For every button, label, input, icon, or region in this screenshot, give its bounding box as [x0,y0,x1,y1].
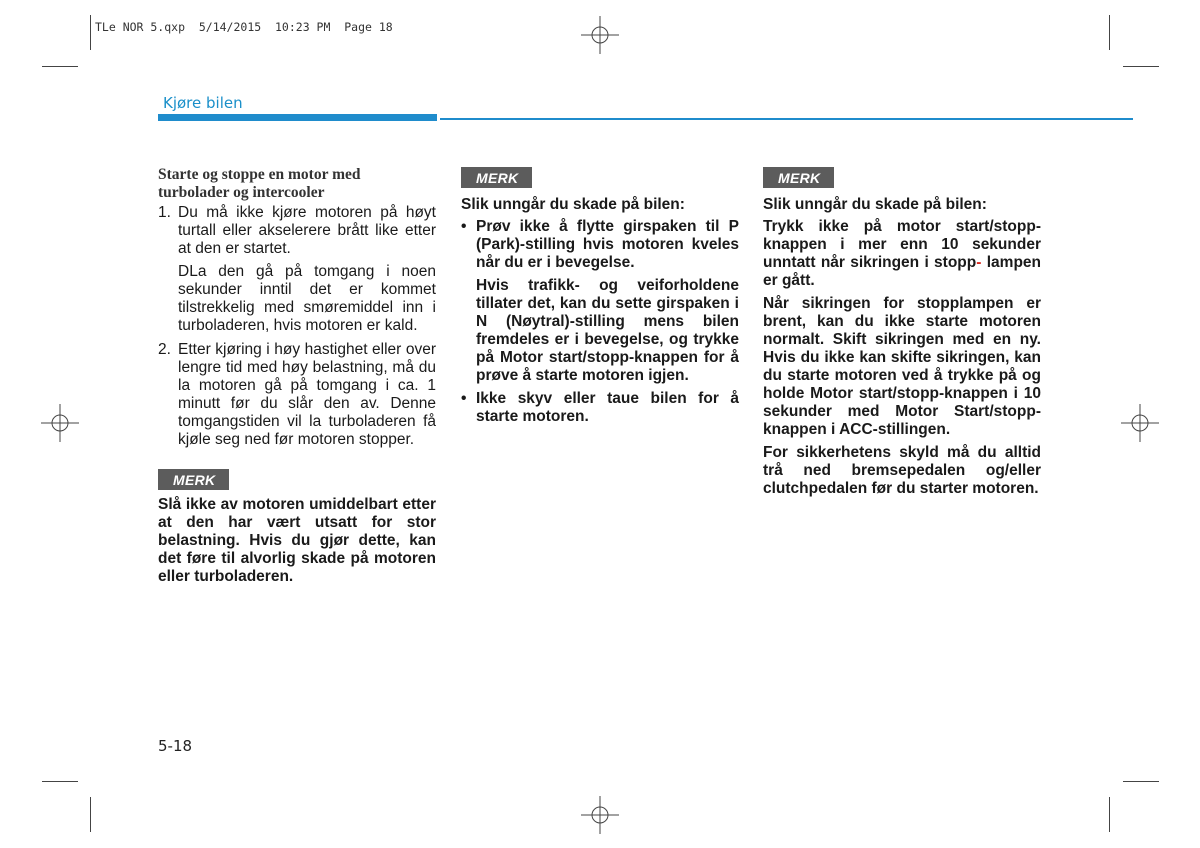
section-title: Kjøre bilen [163,94,243,112]
merk-label: MERK [158,469,229,490]
column-3 [763,167,1041,498]
merk-box [763,167,1041,188]
subsection-heading [158,166,436,202]
bullet-text: Ikke skyv eller taue bilen for å starte motoren. [476,390,739,425]
bullet-item [461,390,739,426]
crop-mark [1109,797,1110,832]
crop-mark [1123,66,1159,67]
list-subtext: DLa den gå på tomgang i noen sekunder inntil det er kommet tilstrekkelig med smøremiddel inn i turboladeren, hvis motoren er kald. [178,263,436,334]
bullet-subtext: Hvis trafikk- og veiforholdene tillater det, kan du sette girspaken i N (Nøytral)-stilling mens bilen fremdeles er i bevegelse, og trykke på Motor start/stopp-knappen for å prøve å starte motoren igjen. [476,277,739,384]
merk-label: MERK [461,167,532,188]
crop-mark [90,797,91,832]
subsection-heading-line2: turbolader og intercooler [158,184,325,201]
crop-mark [42,66,78,67]
hyphen-mark: - [976,254,982,271]
crop-mark [42,781,78,782]
crop-mark [1109,15,1110,50]
merk-label: MERK [763,167,834,188]
list-number: 1. [158,204,171,221]
merk-paragraph: Når sikringen for stopplampen er brent, kan du ikke starte motoren normalt. Skift sikringen med en ny. Hvis du ikke kan skifte sikringen, kan du starte motoren ved å trykke på og holde Motor start/stopp-knappen i 10 sekunder med Motor Start/stopp-knappen i ACC-stillingen. [763,295,1041,438]
list-number: 2. [158,341,171,358]
header-bar [158,114,437,121]
merk-box [158,469,436,490]
bullet-text: Prøv ikke å flytte girspaken til P (Park)-stilling hvis motoren kveles når du er i bevegelse. [476,218,739,271]
list-text: Du må ikke kjøre motoren på høyt turtall eller akselerere brått like etter at den er startet. [178,204,436,257]
column-1 [158,166,436,586]
list-text: Etter kjøring i høy hastighet eller over lengre tid med høy belastning, må du la motoren gå på tomgang i ca. 1 minutt før du slår den av. Denne tomgangstiden vil la turboladeren få kjøle seg ned før motoren stopper. [178,341,436,448]
crop-mark [90,15,91,50]
crop-mark [1123,781,1159,782]
registration-mark-icon [41,404,79,442]
printer-slug: TLe NOR 5.qxp 5/14/2015 10:23 PM Page 18 [95,20,393,34]
header-rule [440,118,1133,120]
page-number: 5-18 [158,737,193,755]
registration-mark-icon [581,796,619,834]
merk-intro: Slik unngår du skade på bilen: [461,196,685,213]
bullet-symbol: • [461,218,467,235]
merk-paragraph: For sikkerhetens skyld må du alltid trå ned bremsepedalen og/eller clutchpedalen før du starter motoren. [763,444,1041,497]
list-item [158,341,436,449]
registration-mark-icon [581,16,619,54]
registration-mark-icon [1121,404,1159,442]
merk-paragraph-end: lampen er gått. [763,254,1041,289]
column-2 [461,167,739,426]
merk-box [461,167,739,188]
merk-paragraph [763,218,1041,290]
bullet-symbol: • [461,390,467,407]
bullet-item [461,218,739,272]
merk-intro: Slik unngår du skade på bilen: [763,196,987,213]
subsection-heading-line1: Starte og stoppe en motor med [158,166,361,183]
merk-text: Slå ikke av motoren umiddelbart etter at den har vært utsatt for stor belastning. Hvis du gjør dette, kan det føre til alvorlig skade på motoren eller turboladeren. [158,496,436,585]
list-item [158,204,436,258]
merk-paragraph-main: Trykk ikke på motor start/stopp-knappen i mer enn 10 sekunder unntatt når sikringen i stopp [763,218,1041,271]
